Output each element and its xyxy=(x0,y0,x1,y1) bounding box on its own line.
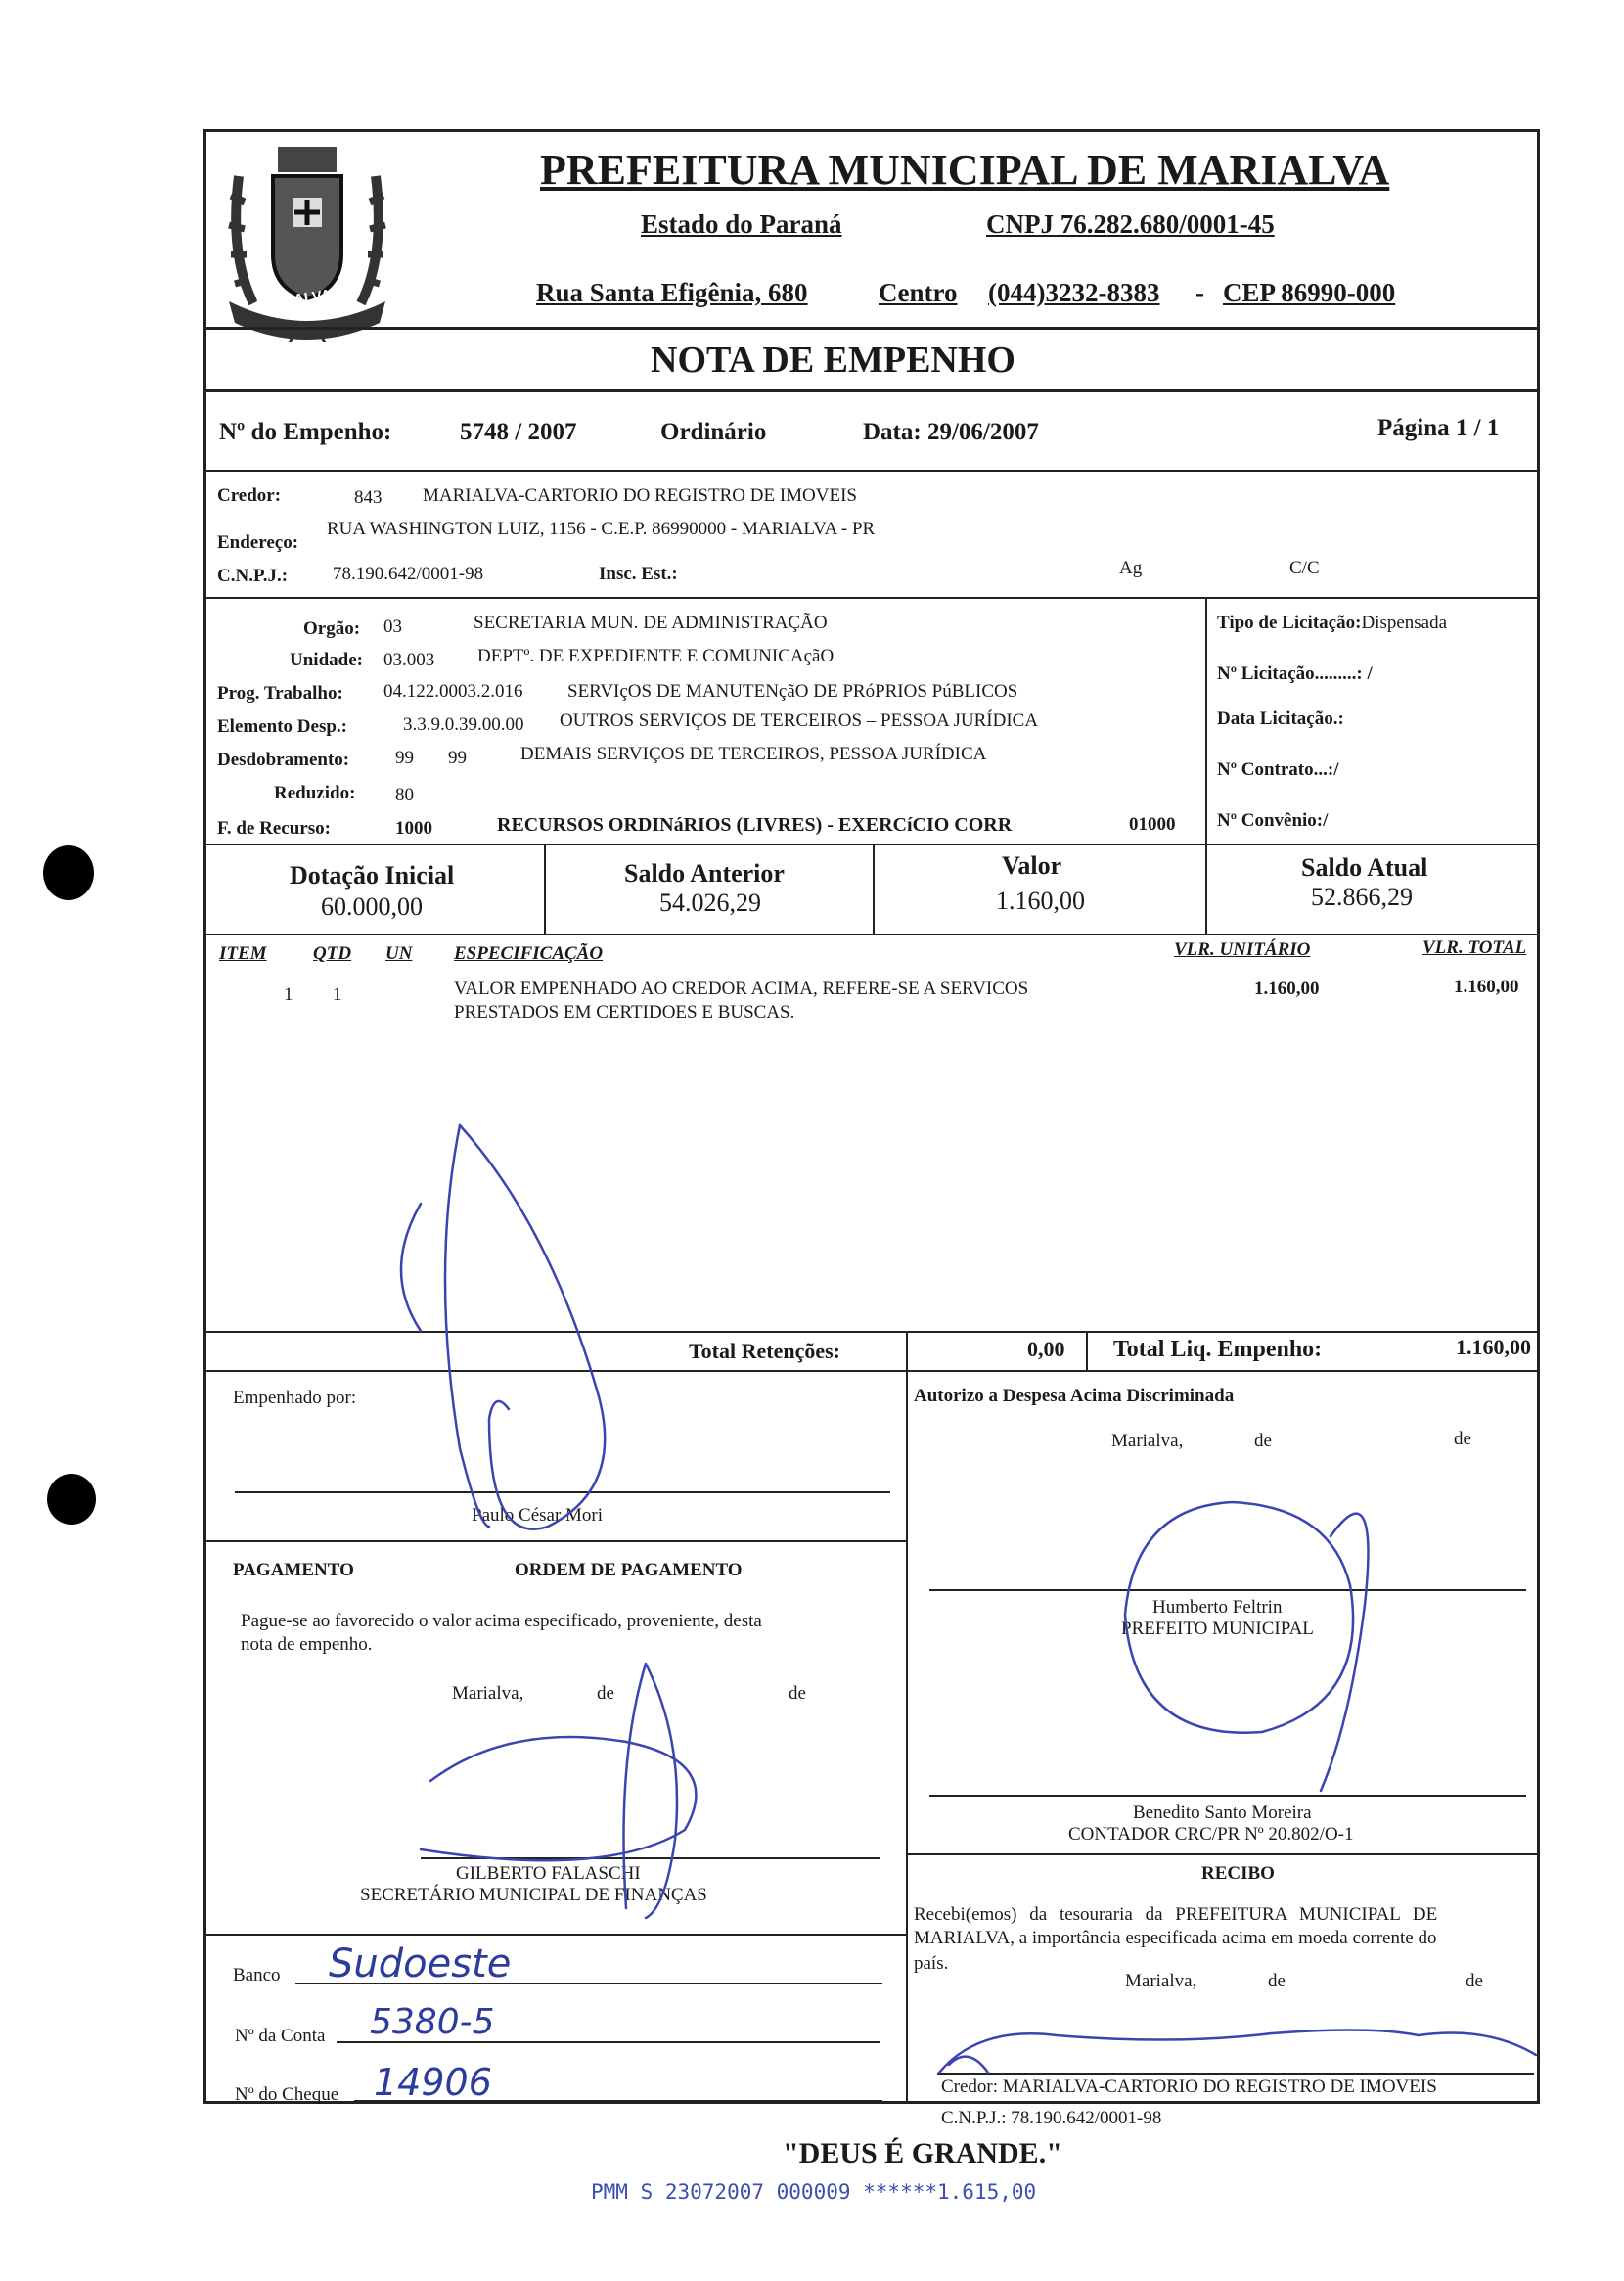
recibo-place: Marialva, xyxy=(1125,1971,1197,1991)
autorizo-de2: de xyxy=(1454,1429,1471,1449)
saldo-atual-value: 52.866,29 xyxy=(1311,883,1413,911)
conta-label: Nº da Conta xyxy=(235,2026,326,2046)
col-vlr-unitario: VLR. UNITÁRIO xyxy=(1174,939,1311,960)
empenhado-name: Paulo César Mori xyxy=(472,1505,604,1526)
recibo-credor: Credor: MARIALVA-CARTORIO DO REGISTRO DE IMOVEIS xyxy=(941,2076,1437,2097)
valor-value: 1.160,00 xyxy=(996,887,1085,915)
col-item: ITEM xyxy=(219,943,267,964)
pagamento-label: PAGAMENTO xyxy=(233,1560,354,1580)
empenho-type: Ordinário xyxy=(660,419,767,445)
elem-name: OUTROS SERVIÇOS DE TERCEIROS – PESSOA JURÍDICA xyxy=(560,710,1039,731)
unidade-code: 03.003 xyxy=(383,650,435,670)
desd-b: 99 xyxy=(448,748,467,768)
orgao-code: 03 xyxy=(383,616,402,637)
empenhado-label: Empenhado por: xyxy=(233,1388,357,1408)
recibo-text-3: país. xyxy=(914,1953,949,1974)
insc-est-label: Insc. Est.: xyxy=(599,564,678,584)
header-cnpj: CNPJ 76.282.680/0001-45 xyxy=(986,209,1275,239)
fonte-number: 01000 xyxy=(1129,814,1176,835)
prog-name: SERVIçOS DE MANUTENçãO DE PRóPRIOS PúBLICOS xyxy=(567,681,1018,702)
credor-code: 843 xyxy=(354,487,383,508)
credor-cnpj-label: C.N.P.J.: xyxy=(217,566,289,586)
header-cep: CEP 86990-000 xyxy=(1223,278,1396,307)
dotacao-value: 60.000,00 xyxy=(321,892,423,921)
saldo-anterior-label: Saldo Anterior xyxy=(624,859,785,888)
col-vlr-total: VLR. TOTAL xyxy=(1422,937,1527,958)
credor-label: Credor: xyxy=(217,485,282,506)
recibo-de2: de xyxy=(1466,1971,1483,1991)
licitacao-date: Data Licitação.: xyxy=(1217,708,1344,729)
autorizo-de1: de xyxy=(1254,1431,1272,1451)
orgao-label: Orgão: xyxy=(303,618,361,639)
recibo-cnpj: C.N.P.J.: 78.190.642/0001-98 xyxy=(941,2108,1162,2128)
desd-a: 99 xyxy=(395,748,414,768)
row-qtd: 1 xyxy=(333,984,342,1005)
prefeito-name: Humberto Feltrin xyxy=(1152,1597,1283,1618)
page-number: Página 1 / 1 xyxy=(1377,415,1500,441)
contrato-number: Nº Contrato...:/ xyxy=(1217,759,1339,780)
valor-label: Valor xyxy=(1002,851,1062,880)
empenho-number: 5748 / 2007 xyxy=(460,419,577,445)
credor-address: RUA WASHINGTON LUIZ, 1156 - C.E.P. 86990000 - MARIALVA - PR xyxy=(327,519,876,539)
unidade-label: Unidade: xyxy=(290,650,363,670)
desd-name: DEMAIS SERVIÇOS DE TERCEIROS, PESSOA JURÍDICA xyxy=(520,744,987,764)
recibo-text-2: MARIALVA, a importância especificada acima em moeda corrente do xyxy=(914,1928,1437,1948)
convenio-number: Nº Convênio:/ xyxy=(1217,810,1329,831)
col-qtd: QTD xyxy=(313,943,352,964)
row-unit: 1.160,00 xyxy=(1254,979,1320,999)
header-title: PREFEITURA MUNICIPAL DE MARIALVA xyxy=(540,146,1390,194)
ordem-pagamento-label: ORDEM DE PAGAMENTO xyxy=(515,1560,743,1580)
contador-crc: CONTADOR CRC/PR Nº 20.802/O-1 xyxy=(1068,1824,1354,1845)
pagamento-de1: de xyxy=(597,1683,614,1704)
reduzido-label: Reduzido: xyxy=(274,783,356,803)
fonte-code: 1000 xyxy=(395,818,432,839)
cc-label: C/C xyxy=(1289,558,1320,578)
fonte-label: F. de Recurso: xyxy=(217,818,331,839)
licitacao-tipo-value: Dispensada xyxy=(1361,613,1448,633)
header-phone: (044)3232-8383 xyxy=(988,278,1160,307)
total-liq-label: Total Liq. Empenho: xyxy=(1113,1337,1323,1362)
dotacao-label: Dotação Inicial xyxy=(290,861,455,890)
credor-name: MARIALVA-CARTORIO DO REGISTRO DE IMOVEIS xyxy=(423,485,857,506)
autorizo-place: Marialva, xyxy=(1111,1431,1184,1451)
pagamento-place: Marialva, xyxy=(452,1683,524,1704)
row-desc-1: VALOR EMPENHADO AO CREDOR ACIMA, REFERE-SE A SERVICOS xyxy=(454,979,1029,999)
reduzido-value: 80 xyxy=(395,785,414,805)
total-retencoes-value: 0,00 xyxy=(1027,1337,1065,1361)
header-address: Rua Santa Efigênia, 680 xyxy=(536,278,808,307)
banco-value: Sudoeste xyxy=(329,1941,512,1986)
fonte-name: RECURSOS ORDINáRIOS (LIVRES) - EXERCíCIO CORR xyxy=(497,814,1013,836)
licitacao-number: Nº Licitação.........: / xyxy=(1217,663,1373,684)
licitacao-tipo-label: Tipo de Licitação: xyxy=(1217,613,1362,633)
row-item: 1 xyxy=(284,984,293,1005)
col-especificacao: ESPECIFICAÇÃO xyxy=(454,943,604,964)
seal-label: MARIALVA xyxy=(255,286,333,314)
cheque-label: Nº do Cheque xyxy=(235,2084,339,2105)
orgao-name: SECRETARIA MUN. DE ADMINISTRAÇÃO xyxy=(474,613,828,633)
row-desc-2: PRESTADOS EM CERTIDOES E BUSCAS. xyxy=(454,1002,795,1023)
recibo-label: RECIBO xyxy=(1201,1863,1275,1884)
credor-address-label: Endereço: xyxy=(217,532,299,553)
recibo-text-1: Recebi(emos) da tesouraria da PREFEITURA MUNICIPAL DE xyxy=(914,1904,1438,1925)
total-liq-value: 1.160,00 xyxy=(1456,1335,1531,1359)
pagamento-text-1: Pague-se ao favorecido o valor acima especificado, proveniente, desta xyxy=(241,1611,762,1631)
desd-label: Desdobramento: xyxy=(217,750,350,770)
row-total: 1.160,00 xyxy=(1454,977,1519,997)
elem-code: 3.3.9.0.39.00.00 xyxy=(403,714,524,735)
banco-label: Banco xyxy=(233,1965,281,1985)
footer-stamp: PMM S 23072007 000009 ******1.615,00 xyxy=(591,2180,1037,2204)
saldo-atual-label: Saldo Atual xyxy=(1301,853,1428,882)
prefeito-role: PREFEITO MUNICIPAL xyxy=(1121,1619,1314,1639)
footer-motto: "DEUS É GRANDE." xyxy=(783,2137,1062,2169)
empenho-number-label: Nº do Empenho: xyxy=(219,419,392,445)
recibo-de1: de xyxy=(1268,1971,1286,1991)
header-district: Centro xyxy=(879,278,958,307)
elem-label: Elemento Desp.: xyxy=(217,716,347,737)
credor-cnpj: 78.190.642/0001-98 xyxy=(333,564,484,584)
ag-label: Ag xyxy=(1119,558,1143,578)
unidade-name: DEPTº. DE EXPEDIENTE E COMUNICAçãO xyxy=(477,646,835,666)
conta-value: 5380-5 xyxy=(370,2002,495,2042)
secretario-role: SECRETÁRIO MUNICIPAL DE FINANÇAS xyxy=(360,1885,707,1905)
saldo-anterior-value: 54.026,29 xyxy=(659,889,761,917)
empenho-date: Data: 29/06/2007 xyxy=(863,419,1039,445)
pagamento-text-2: nota de empenho. xyxy=(241,1634,373,1655)
contador-name: Benedito Santo Moreira xyxy=(1133,1802,1312,1823)
header-state: Estado do Paraná xyxy=(641,209,842,239)
pagamento-de2: de xyxy=(789,1683,806,1704)
document-title: NOTA DE EMPENHO xyxy=(651,340,1015,381)
prog-label: Prog. Trabalho: xyxy=(217,683,343,704)
col-un: UN xyxy=(385,943,413,964)
total-retencoes-label: Total Retenções: xyxy=(689,1339,840,1363)
autorizo-label: Autorizo a Despesa Acima Discriminada xyxy=(914,1386,1235,1406)
cheque-value: 14906 xyxy=(374,2061,492,2104)
prog-code: 04.122.0003.2.016 xyxy=(383,681,523,702)
secretario-name: GILBERTO FALASCHI xyxy=(456,1863,641,1884)
header-separator: - xyxy=(1195,278,1204,307)
